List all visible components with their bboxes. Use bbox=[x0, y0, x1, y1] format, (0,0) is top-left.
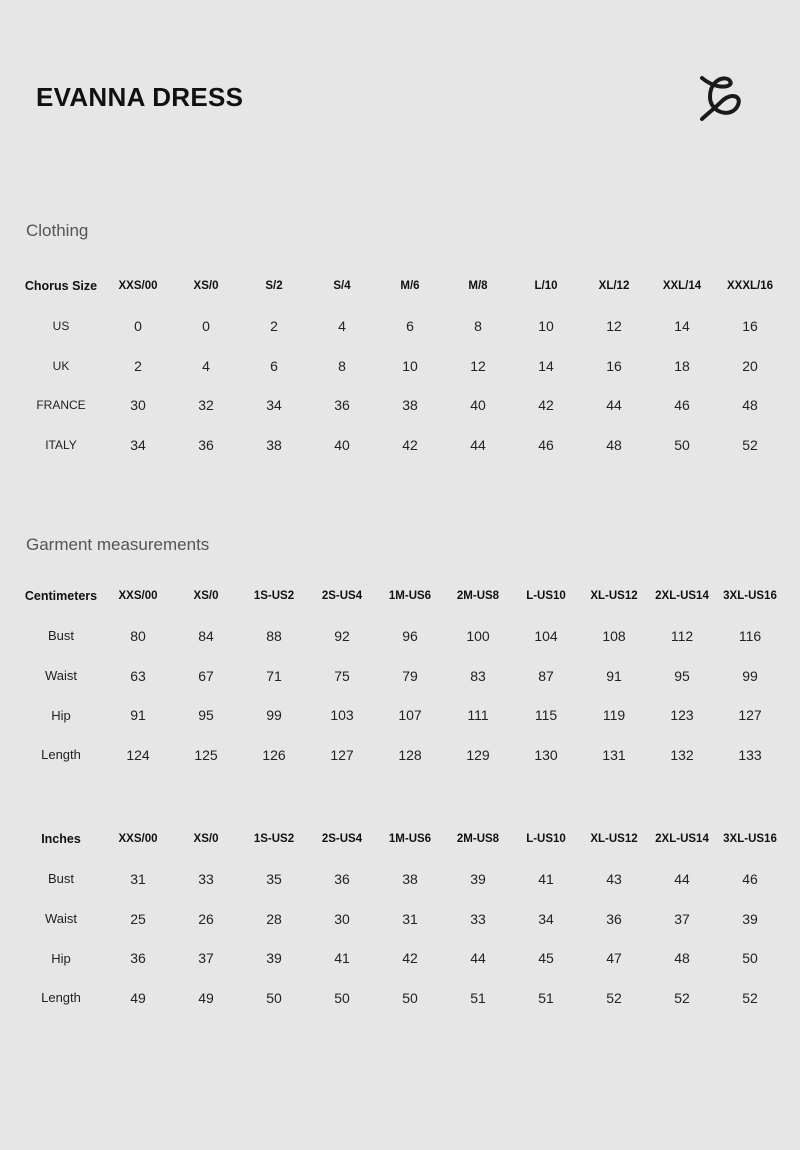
column-header: 1S-US2 bbox=[253, 590, 295, 602]
table-cell: 20 bbox=[742, 357, 758, 374]
table-row bbox=[18, 346, 784, 386]
row-label: Waist bbox=[44, 668, 78, 684]
table-cell: 112 bbox=[670, 627, 694, 644]
table-cell: 128 bbox=[398, 746, 422, 763]
table-cell: 46 bbox=[674, 397, 690, 414]
table-cell: 48 bbox=[674, 950, 690, 967]
row-label: Length bbox=[41, 747, 81, 763]
table-cell: 6 bbox=[406, 317, 414, 334]
table-cell: 12 bbox=[470, 357, 486, 374]
column-header: 3XL-US16 bbox=[723, 590, 777, 602]
table-cell: 34 bbox=[266, 397, 282, 414]
row-label: Bust bbox=[47, 871, 74, 887]
table-cell: 28 bbox=[266, 910, 282, 927]
column-header: XS/0 bbox=[193, 590, 219, 602]
column-header: XXS/00 bbox=[118, 833, 158, 845]
centimeters-measurement-table bbox=[18, 576, 784, 775]
row-label: Hip bbox=[51, 707, 71, 723]
table-cell: 52 bbox=[674, 989, 690, 1006]
table-cell: 50 bbox=[266, 989, 282, 1006]
table-cell: 16 bbox=[606, 357, 622, 374]
table-corner-label: Chorus Size bbox=[24, 279, 98, 293]
table-header-row bbox=[18, 266, 784, 306]
table-row bbox=[18, 899, 784, 939]
column-header: 2M-US8 bbox=[456, 590, 500, 602]
chorus-logo-icon bbox=[696, 73, 744, 123]
table-cell: 46 bbox=[538, 436, 554, 453]
table-row bbox=[18, 978, 784, 1018]
table-cell: 130 bbox=[534, 746, 558, 763]
table-cell: 10 bbox=[538, 317, 554, 334]
table-cell: 49 bbox=[198, 989, 214, 1006]
table-cell: 52 bbox=[742, 989, 758, 1006]
table-cell: 40 bbox=[470, 397, 486, 414]
table-cell: 104 bbox=[534, 627, 558, 644]
table-cell: 36 bbox=[334, 397, 350, 414]
table-cell: 100 bbox=[466, 627, 490, 644]
table-cell: 129 bbox=[466, 746, 490, 763]
table-cell: 34 bbox=[130, 436, 146, 453]
clothing-size-table bbox=[18, 266, 784, 465]
row-label: Hip bbox=[51, 950, 71, 966]
table-cell: 48 bbox=[606, 436, 622, 453]
table-cell: 44 bbox=[674, 870, 690, 887]
column-header: 1M-US6 bbox=[388, 833, 432, 845]
table-cell: 75 bbox=[334, 667, 350, 684]
table-cell: 37 bbox=[198, 950, 214, 967]
table-cell: 33 bbox=[198, 870, 214, 887]
table-cell: 42 bbox=[402, 950, 418, 967]
column-header: 2XL-US14 bbox=[655, 590, 709, 602]
table-row bbox=[18, 425, 784, 465]
table-cell: 4 bbox=[202, 357, 210, 374]
table-cell: 88 bbox=[266, 627, 282, 644]
table-cell: 42 bbox=[402, 436, 418, 453]
table-cell: 14 bbox=[538, 357, 554, 374]
table-cell: 8 bbox=[474, 317, 482, 334]
table-row bbox=[18, 938, 784, 978]
table-cell: 99 bbox=[742, 667, 758, 684]
table-cell: 37 bbox=[674, 910, 690, 927]
column-header: S/4 bbox=[333, 280, 351, 292]
table-cell: 45 bbox=[538, 950, 554, 967]
table-cell: 127 bbox=[738, 707, 762, 724]
table-cell: 111 bbox=[467, 707, 489, 724]
column-header: XL/12 bbox=[598, 280, 630, 292]
table-cell: 108 bbox=[602, 627, 626, 644]
inches-measurement-table bbox=[18, 819, 784, 1018]
row-label: UK bbox=[52, 358, 70, 373]
table-cell: 44 bbox=[470, 436, 486, 453]
column-header: M/8 bbox=[468, 280, 488, 292]
table-header-row bbox=[18, 576, 784, 616]
table-row bbox=[18, 735, 784, 775]
column-header: 1M-US6 bbox=[388, 590, 432, 602]
table-cell: 35 bbox=[266, 870, 282, 887]
table-cell: 132 bbox=[670, 746, 694, 763]
table-cell: 95 bbox=[674, 667, 690, 684]
table-cell: 80 bbox=[130, 627, 146, 644]
column-header: XL-US12 bbox=[590, 590, 638, 602]
table-cell: 8 bbox=[338, 357, 346, 374]
column-header: L/10 bbox=[534, 280, 558, 292]
table-cell: 107 bbox=[398, 707, 422, 724]
table-cell: 39 bbox=[470, 870, 486, 887]
table-cell: 36 bbox=[198, 436, 214, 453]
table-cell: 119 bbox=[602, 707, 626, 724]
page-title: EVANNA DRESS bbox=[36, 82, 244, 112]
table-cell: 92 bbox=[334, 627, 350, 644]
table-cell: 103 bbox=[330, 707, 354, 724]
table-cell: 30 bbox=[130, 397, 146, 414]
column-header: L-US10 bbox=[526, 590, 566, 602]
column-header: XXXL/16 bbox=[726, 280, 774, 292]
table-cell: 50 bbox=[742, 950, 758, 967]
table-cell: 71 bbox=[266, 667, 282, 684]
table-cell: 0 bbox=[202, 317, 210, 334]
table-cell: 50 bbox=[402, 989, 418, 1006]
table-corner-label: Inches bbox=[41, 832, 81, 846]
table-cell: 2 bbox=[134, 357, 142, 374]
table-cell: 43 bbox=[606, 870, 622, 887]
table-cell: 79 bbox=[402, 667, 418, 684]
table-cell: 0 bbox=[134, 317, 142, 334]
table-cell: 51 bbox=[470, 989, 486, 1006]
table-cell: 127 bbox=[330, 746, 354, 763]
column-header: 3XL-US16 bbox=[723, 833, 777, 845]
table-cell: 39 bbox=[266, 950, 282, 967]
column-header: 1S-US2 bbox=[253, 833, 295, 845]
row-label: Waist bbox=[44, 911, 78, 927]
table-row bbox=[18, 859, 784, 899]
column-header: XS/0 bbox=[193, 833, 219, 845]
section-heading-clothing: Clothing bbox=[26, 221, 89, 240]
table-row bbox=[18, 385, 784, 425]
table-cell: 39 bbox=[742, 910, 758, 927]
table-cell: 46 bbox=[742, 870, 758, 887]
column-header: 2S-US4 bbox=[321, 590, 363, 602]
column-header: S/2 bbox=[265, 280, 283, 292]
column-header: M/6 bbox=[400, 280, 420, 292]
table-cell: 6 bbox=[270, 357, 278, 374]
table-cell: 50 bbox=[674, 436, 690, 453]
table-cell: 123 bbox=[670, 707, 694, 724]
table-cell: 49 bbox=[130, 989, 146, 1006]
row-label: US bbox=[52, 318, 70, 333]
row-label: FRANCE bbox=[36, 398, 86, 413]
column-header: XXS/00 bbox=[118, 590, 158, 602]
table-cell: 18 bbox=[674, 357, 690, 374]
column-header: XS/0 bbox=[193, 280, 219, 292]
column-header: 2S-US4 bbox=[321, 833, 363, 845]
column-header: XXL/14 bbox=[662, 280, 702, 292]
table-cell: 38 bbox=[266, 436, 282, 453]
table-cell: 10 bbox=[402, 357, 418, 374]
table-cell: 41 bbox=[334, 950, 350, 967]
table-cell: 36 bbox=[334, 870, 350, 887]
row-label: Bust bbox=[47, 628, 74, 644]
table-cell: 42 bbox=[538, 397, 554, 414]
table-cell: 115 bbox=[534, 707, 558, 724]
table-cell: 34 bbox=[538, 910, 554, 927]
row-label: Length bbox=[41, 990, 81, 1006]
table-header-row bbox=[18, 819, 784, 859]
table-row bbox=[18, 306, 784, 346]
table-cell: 133 bbox=[738, 746, 762, 763]
table-cell: 44 bbox=[470, 950, 486, 967]
table-cell: 14 bbox=[674, 317, 690, 334]
table-cell: 38 bbox=[402, 397, 418, 414]
table-cell: 26 bbox=[198, 910, 214, 927]
table-cell: 91 bbox=[130, 707, 146, 724]
table-cell: 32 bbox=[198, 397, 214, 414]
table-cell: 31 bbox=[130, 870, 146, 887]
table-cell: 12 bbox=[606, 317, 622, 334]
table-cell: 63 bbox=[130, 667, 146, 684]
table-cell: 116 bbox=[738, 627, 762, 644]
table-cell: 52 bbox=[742, 436, 758, 453]
table-cell: 47 bbox=[606, 950, 622, 967]
table-cell: 126 bbox=[262, 746, 286, 763]
table-cell: 30 bbox=[334, 910, 350, 927]
table-cell: 125 bbox=[194, 746, 218, 763]
table-cell: 41 bbox=[538, 870, 554, 887]
table-cell: 44 bbox=[606, 397, 622, 414]
table-cell: 87 bbox=[538, 667, 554, 684]
table-corner-label: Centimeters bbox=[24, 589, 98, 603]
column-header: XXS/00 bbox=[118, 280, 158, 292]
table-cell: 40 bbox=[334, 436, 350, 453]
table-cell: 31 bbox=[402, 910, 418, 927]
table-row bbox=[18, 695, 784, 735]
column-header: XL-US12 bbox=[590, 833, 638, 845]
table-row bbox=[18, 616, 784, 656]
table-cell: 67 bbox=[198, 667, 214, 684]
table-cell: 2 bbox=[270, 317, 278, 334]
table-cell: 84 bbox=[198, 627, 214, 644]
section-heading-garment: Garment measurements bbox=[26, 535, 210, 554]
column-header: 2XL-US14 bbox=[655, 833, 709, 845]
table-cell: 91 bbox=[606, 667, 622, 684]
table-cell: 131 bbox=[602, 746, 626, 763]
table-cell: 48 bbox=[742, 397, 758, 414]
table-cell: 96 bbox=[402, 627, 418, 644]
table-cell: 33 bbox=[470, 910, 486, 927]
column-header: 2M-US8 bbox=[456, 833, 500, 845]
table-row bbox=[18, 656, 784, 696]
table-cell: 38 bbox=[402, 870, 418, 887]
table-cell: 99 bbox=[266, 707, 282, 724]
row-label: ITALY bbox=[45, 437, 77, 452]
table-cell: 25 bbox=[130, 910, 146, 927]
table-cell: 51 bbox=[538, 989, 554, 1006]
column-header: L-US10 bbox=[526, 833, 566, 845]
table-cell: 16 bbox=[742, 317, 758, 334]
table-cell: 124 bbox=[126, 746, 150, 763]
table-cell: 95 bbox=[198, 707, 214, 724]
table-cell: 50 bbox=[334, 989, 350, 1006]
table-cell: 52 bbox=[606, 989, 622, 1006]
table-cell: 83 bbox=[470, 667, 486, 684]
table-cell: 4 bbox=[338, 317, 346, 334]
table-cell: 36 bbox=[606, 910, 622, 927]
table-cell: 36 bbox=[130, 950, 146, 967]
